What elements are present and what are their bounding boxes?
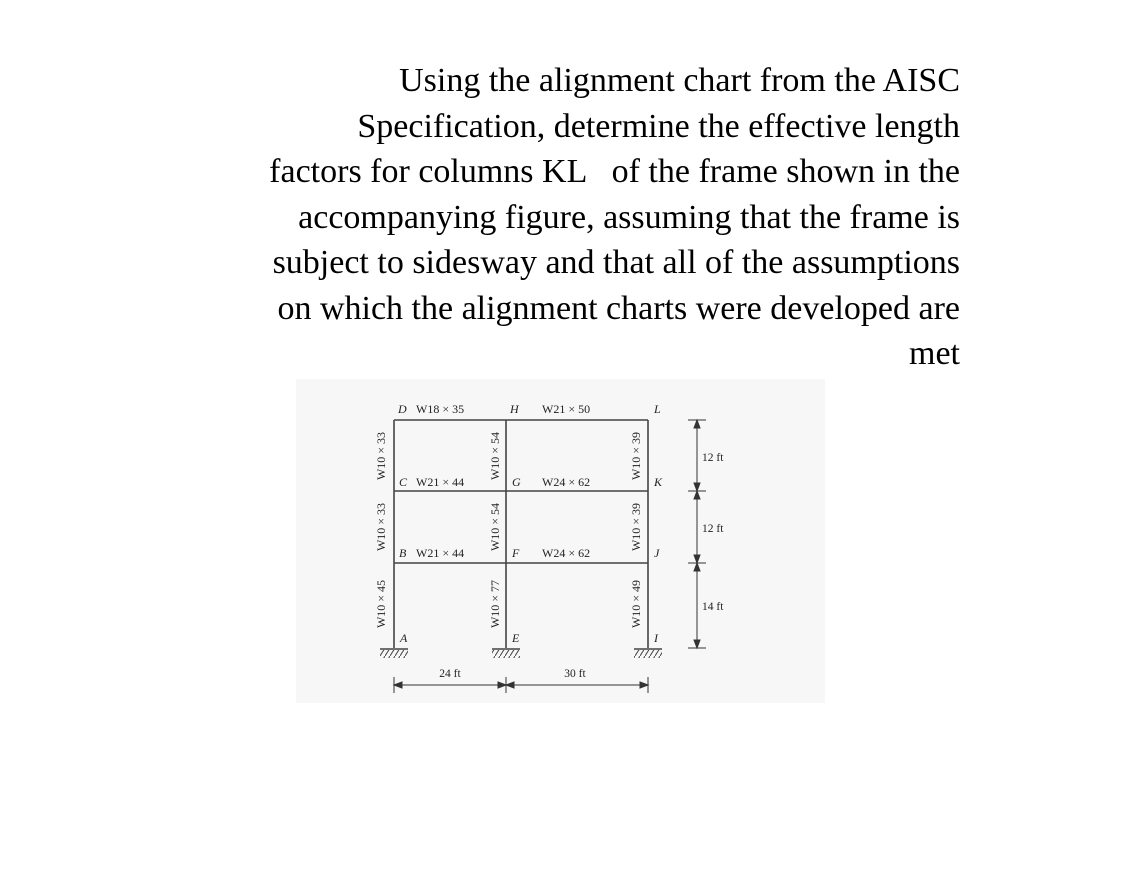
support-hatch-E: [492, 650, 520, 658]
node-label-A: A: [400, 631, 408, 645]
column-label-KL: W10 × 39: [629, 431, 643, 481]
arrow-head: [694, 491, 700, 499]
dimension-bay-right: 30 ft: [564, 668, 586, 680]
dimension-story-top: 12 ft: [702, 452, 724, 464]
problem-line: Specification, determine the effective length: [357, 107, 960, 145]
fixed-supports: [380, 649, 662, 658]
support-hatch-I: [634, 650, 662, 658]
column-label-FG: W10 × 54: [488, 502, 502, 552]
column-label-AB: W10 × 45: [374, 579, 388, 629]
node-labels: [397, 402, 663, 645]
horizontal-dimensions: [394, 677, 648, 693]
beam-label-CG: W21 × 44: [416, 475, 465, 489]
problem-line: accompanying figure, assuming that the frame is: [298, 198, 960, 236]
frame-members: [394, 420, 648, 648]
arrow-head: [694, 640, 700, 648]
dimension-story-bottom: 14 ft: [702, 601, 724, 613]
beam-label-BF: W21 × 44: [416, 546, 465, 560]
problem-line: Using the alignment chart from the AISC: [399, 62, 960, 99]
node-label-E: E: [512, 631, 520, 645]
beam-label-HL: W21 × 50: [542, 402, 591, 416]
dimension-story-mid: 12 ft: [702, 523, 724, 535]
node-label-D: D: [398, 402, 407, 416]
support-hatch-A: [380, 650, 408, 658]
column-label-JK: W10 × 39: [629, 502, 643, 552]
arrow-head: [506, 682, 514, 688]
node-label-K: K: [654, 475, 663, 489]
beam-label-GK: W24 × 62: [542, 475, 591, 489]
node-label-G: G: [512, 475, 521, 489]
problem-line: on which the alignment charts were developed are: [277, 289, 960, 327]
node-label-F: F: [512, 546, 520, 560]
node-label-B: B: [399, 546, 407, 560]
column-label-GH: W10 × 54: [488, 431, 502, 481]
problem-line: met: [909, 335, 960, 372]
column-label-BC: W10 × 33: [374, 502, 388, 552]
problem-line: subject to sidesway and that all of the assumptions: [272, 244, 960, 281]
beam-labels: [416, 402, 590, 560]
column-label-CD: W10 × 33: [374, 431, 388, 481]
node-label-J: J: [654, 546, 660, 560]
problem-line: factors for columns KL of the frame shown in the: [269, 153, 960, 190]
dimension-bay-left: 24 ft: [439, 668, 461, 680]
arrow-head: [640, 682, 648, 688]
node-label-I: I: [654, 631, 658, 645]
node-label-C: C: [399, 475, 408, 489]
beam-label-DH: W18 × 35: [416, 402, 465, 416]
beam-label-FJ: W24 × 62: [542, 546, 591, 560]
column-label-IJ: W10 × 49: [629, 579, 643, 629]
column-labels: [374, 432, 643, 628]
arrow-head: [394, 682, 402, 688]
node-label-L: L: [654, 402, 661, 416]
column-label-EF: W10 × 77: [488, 579, 502, 629]
arrow-head: [694, 420, 700, 428]
node-label-H: H: [510, 402, 519, 416]
arrow-head: [694, 563, 700, 571]
